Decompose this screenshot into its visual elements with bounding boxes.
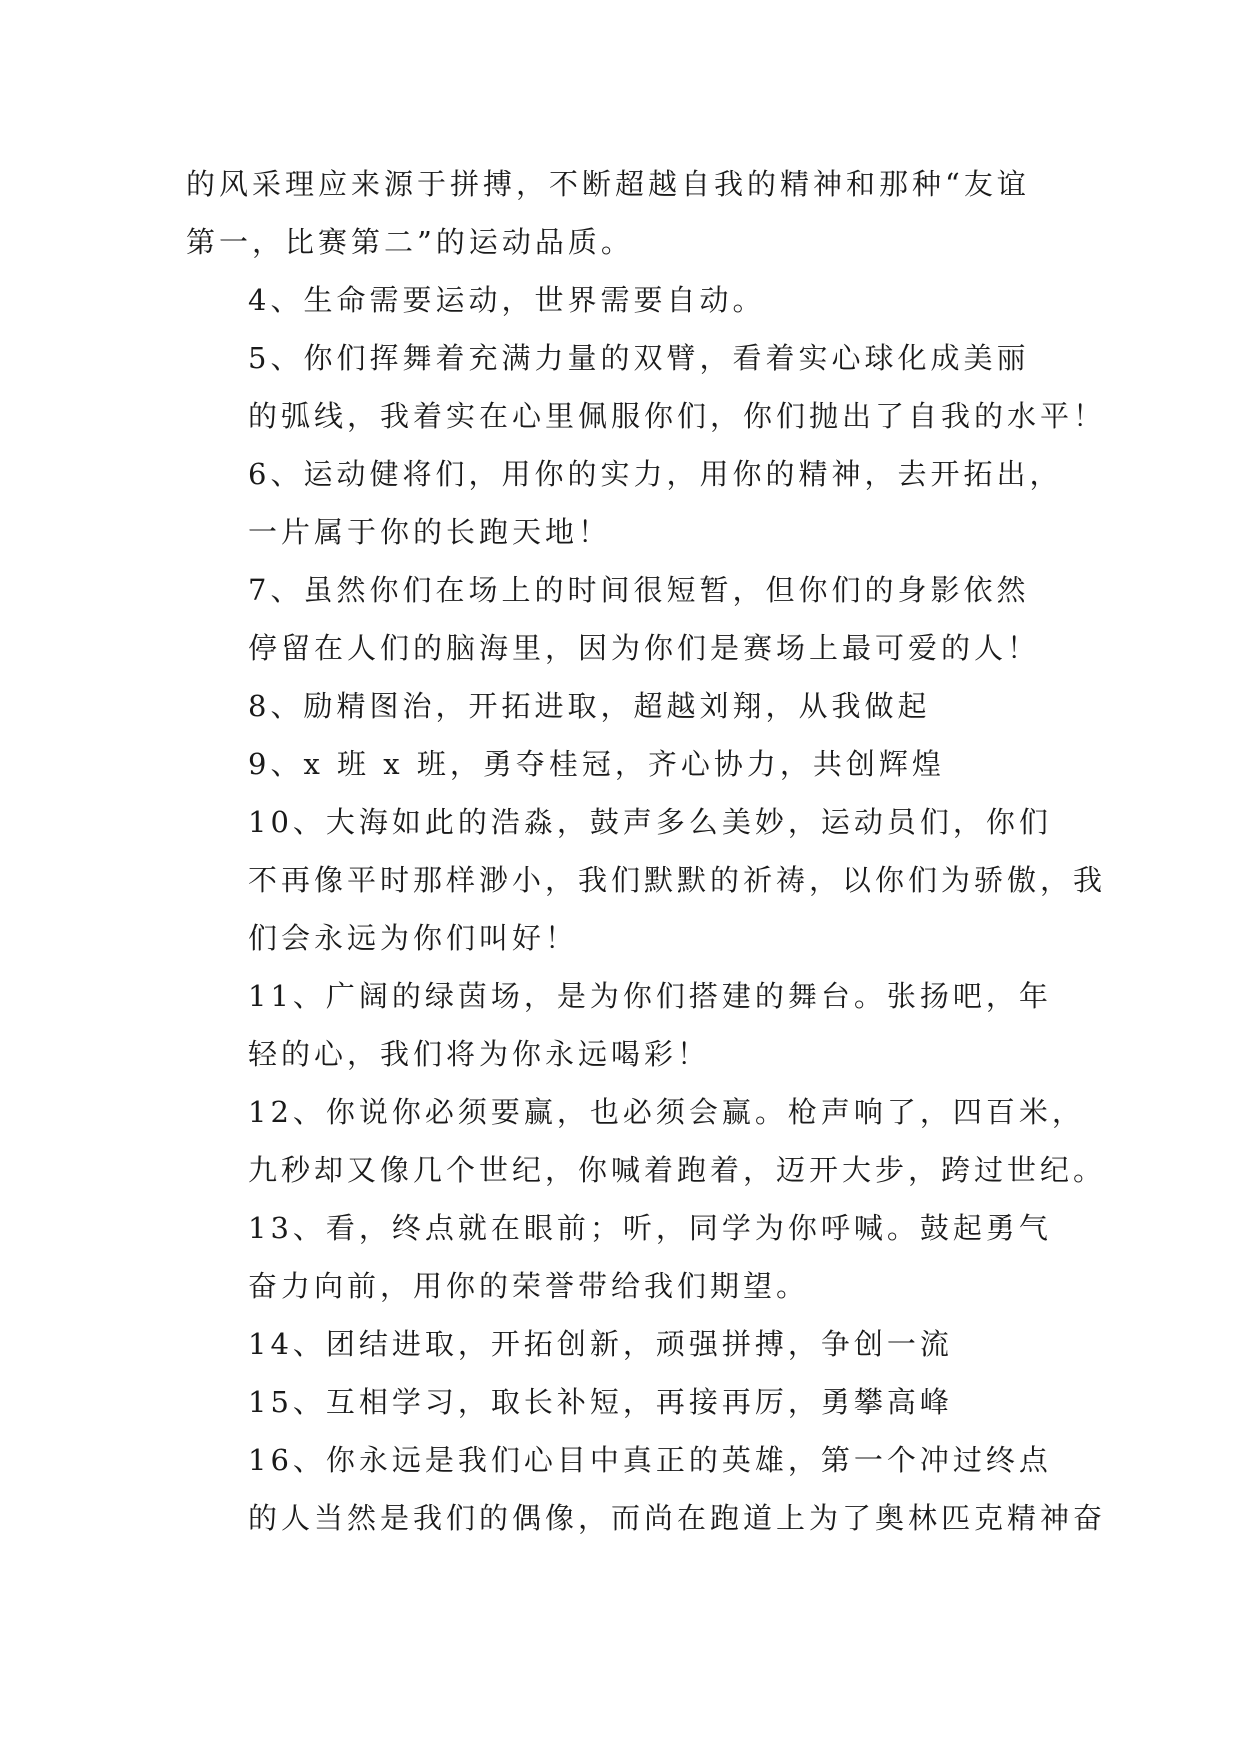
paragraph: [186, 1431, 1107, 1547]
document-body: [186, 155, 1107, 1547]
text-line: 的弧线，我着实在心里佩服你们，你们抛出了自我的水平！: [248, 399, 1107, 433]
text-line: 13、看，终点就在眼前；听，同学为你呼喊。鼓起勇气: [248, 1211, 1052, 1245]
text-line: 9、x 班 x 班，勇夺桂冠，齐心协力，共创辉煌: [248, 747, 945, 781]
text-line: 轻的心，我们将为你永远喝彩！: [248, 1037, 711, 1071]
paragraph: [186, 329, 1107, 445]
text-line: 14、团结进取，开拓创新，顽强拼搏，争创一流: [248, 1327, 953, 1361]
text-line: 16、你永远是我们心目中真正的英雄，第一个冲过终点: [248, 1443, 1052, 1477]
text-line: 第一，比赛第二”的运动品质。: [186, 225, 634, 259]
paragraph: [186, 735, 1066, 793]
paragraph: [186, 561, 1066, 677]
text-line: 11、广阔的绿茵场，是为你们搭建的舞台。张扬吧，年: [248, 979, 1052, 1013]
paragraph: [186, 1083, 1107, 1199]
paragraph: [186, 967, 1066, 1083]
paragraph: [186, 155, 1066, 271]
paragraph: [186, 1373, 1066, 1431]
text-line: 12、你说你必须要赢，也必须会赢。枪声响了，四百米，: [248, 1095, 1085, 1129]
text-line: 不再像平时那样渺小，我们默默的祈祷，以你们为骄傲，我: [248, 863, 1107, 897]
text-line: 的风采理应来源于拼搏，不断超越自我的精神和那种“友谊: [186, 167, 1030, 201]
paragraph: [186, 445, 1066, 561]
text-line: 7、虽然你们在场上的时间很短暂，但你们的身影依然: [248, 573, 1030, 607]
paragraph: [186, 271, 1066, 329]
text-line: 6、运动健将们，用你的实力，用你的精神，去开拓出，: [248, 457, 1063, 491]
text-line: 5、你们挥舞着充满力量的双臂，看着实心球化成美丽: [248, 341, 1030, 375]
text-line: 一片属于你的长跑天地！: [248, 515, 612, 549]
text-line: 奋力向前，用你的荣誉带给我们期望。: [248, 1269, 810, 1303]
text-line: 们会永远为你们叫好！: [248, 921, 579, 955]
text-line: 8、励精图治，开拓进取，超越刘翔，从我做起: [248, 689, 931, 723]
text-line: 4、生命需要运动，世界需要自动。: [248, 283, 766, 317]
text-line: 15、互相学习，取长补短，再接再厉，勇攀高峰: [248, 1385, 953, 1419]
paragraph: [186, 1315, 1066, 1373]
paragraph: [186, 793, 1107, 967]
paragraph: [186, 1199, 1066, 1315]
text-line: 九秒却又像几个世纪，你喊着跑着，迈开大步，跨过世纪。: [248, 1153, 1107, 1187]
text-line: 的人当然是我们的偶像，而尚在跑道上为了奥林匹克精神奋: [248, 1501, 1107, 1535]
text-line: 10、大海如此的浩淼，鼓声多么美妙，运动员们，你们: [248, 805, 1052, 839]
text-line: 停留在人们的脑海里，因为你们是赛场上最可爱的人！: [248, 631, 1041, 665]
paragraph: [186, 677, 1066, 735]
